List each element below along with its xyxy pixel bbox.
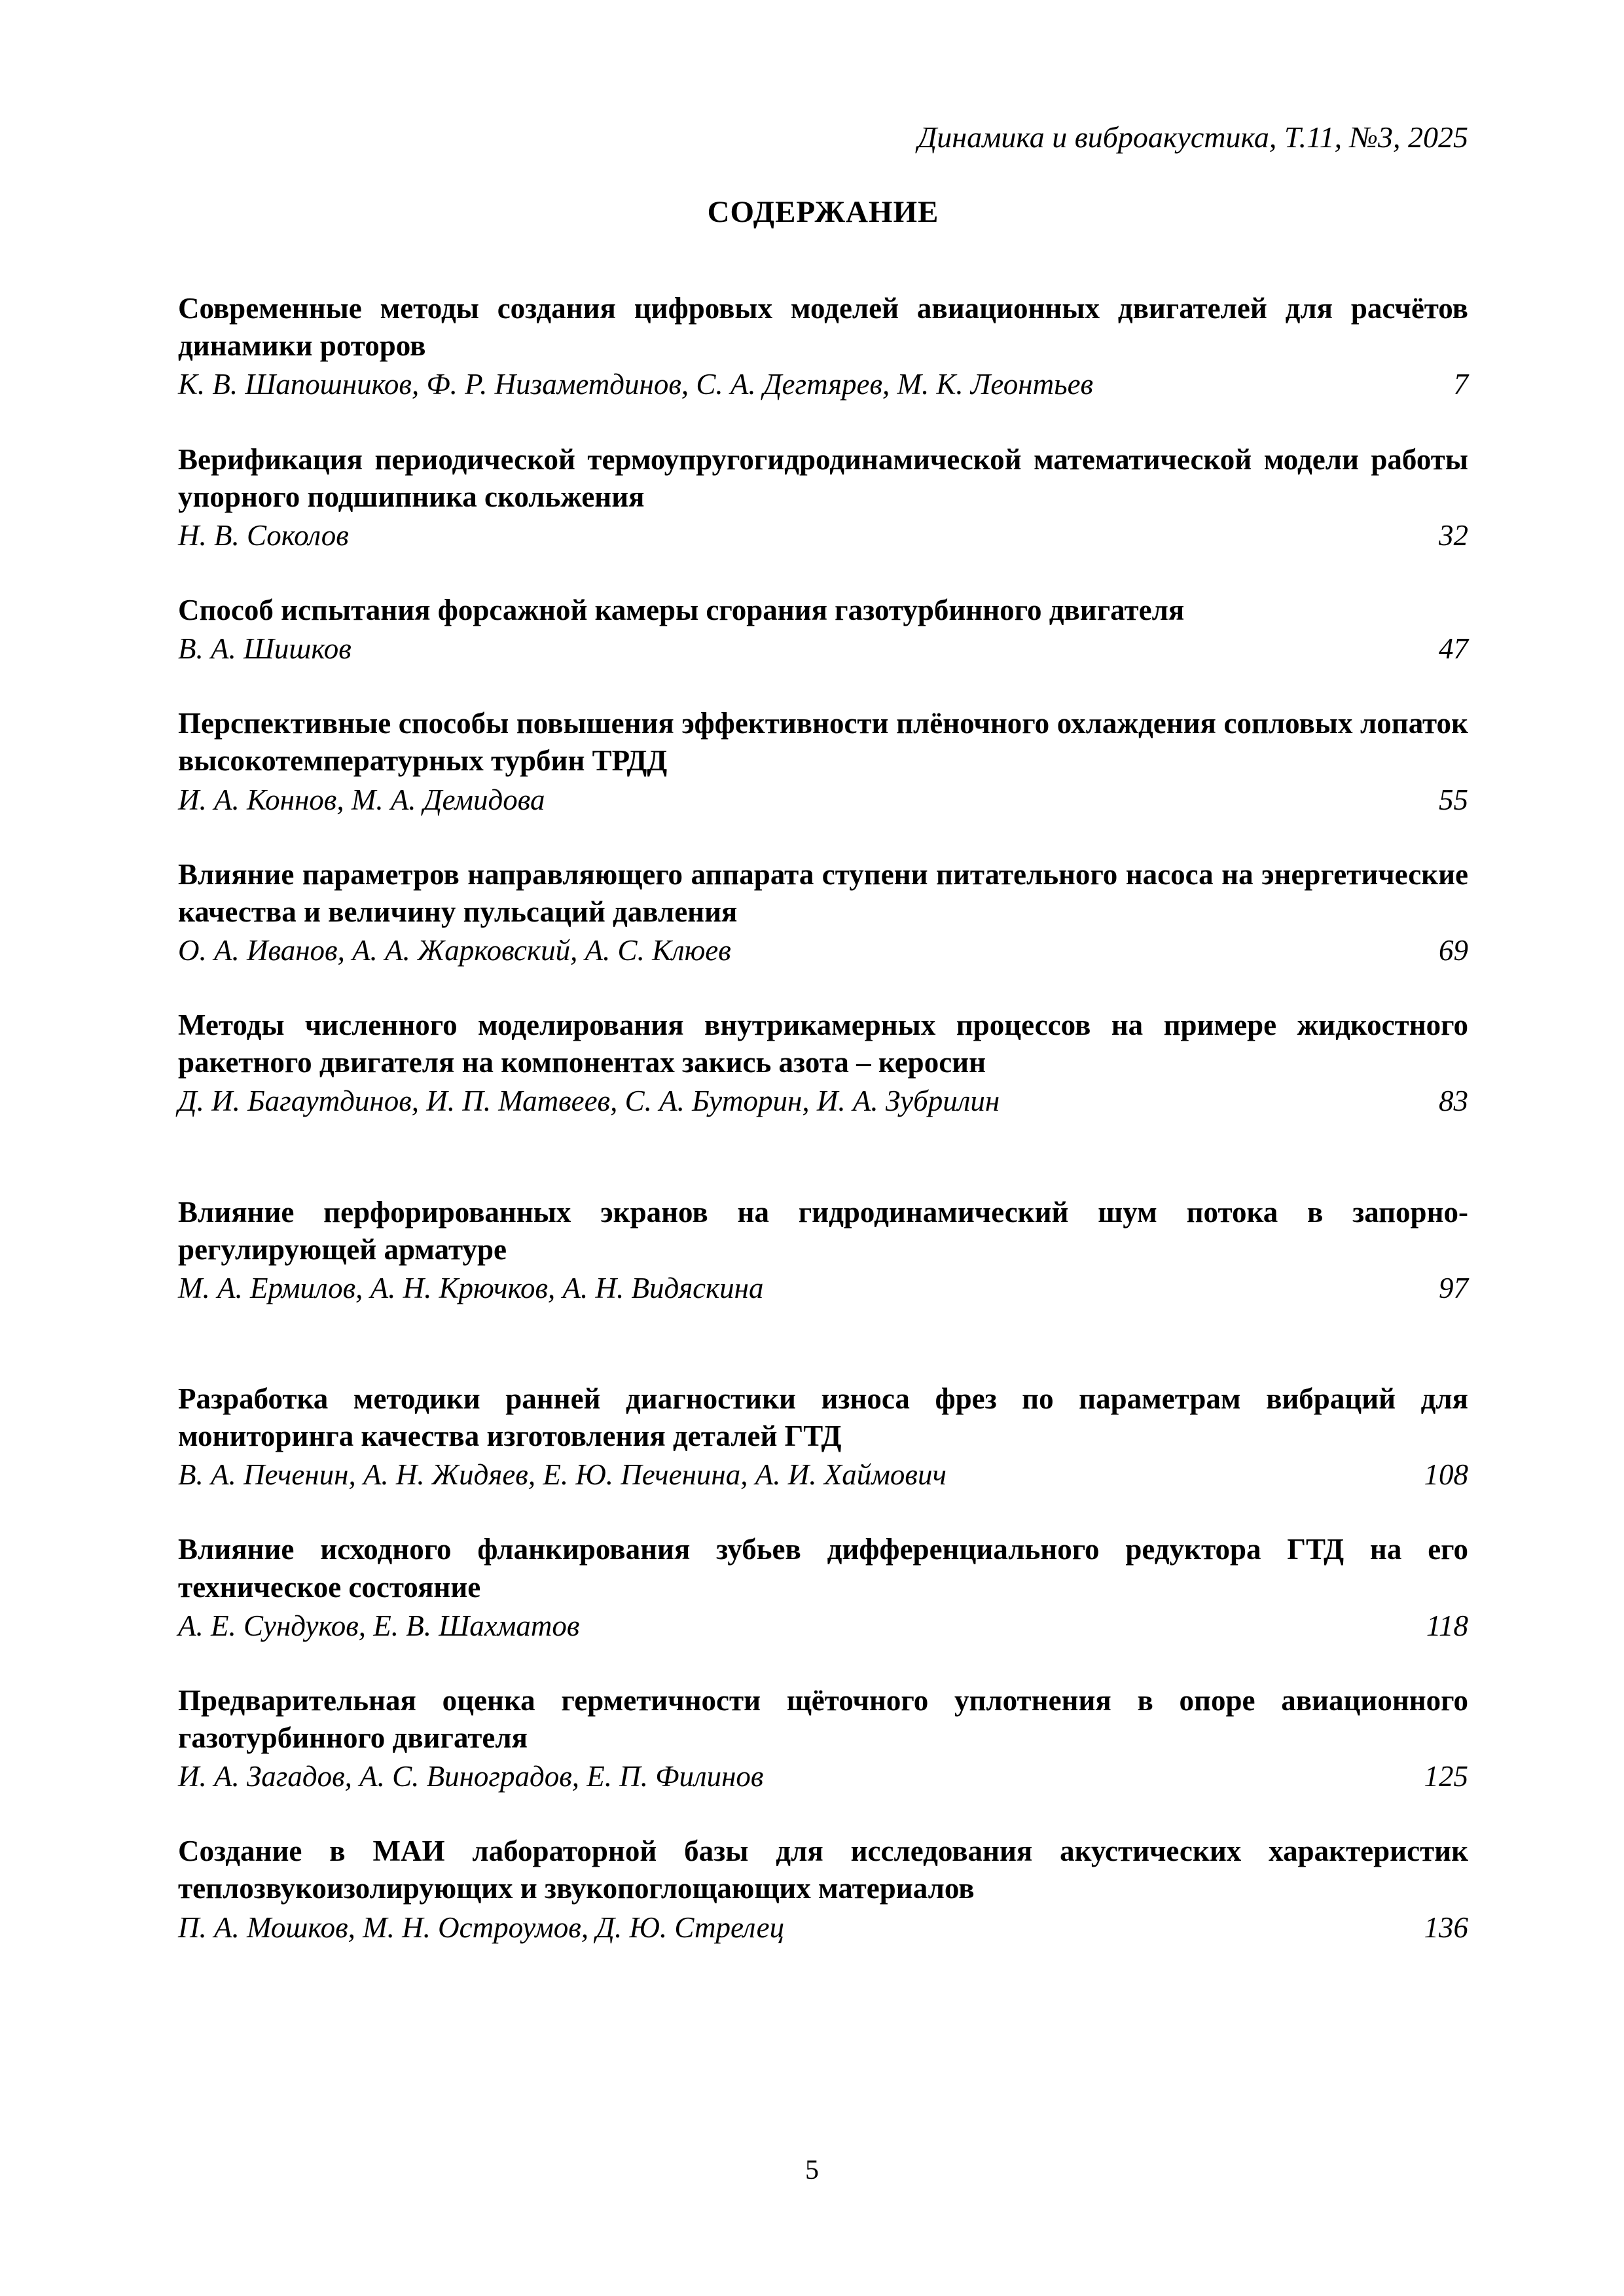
entry-meta xyxy=(178,1456,1468,1494)
entry-title: Верификация периодической термоупругогидродинамической математической модели работы упорного подшипника скольжения xyxy=(178,442,1468,513)
entry-page-number: 125 xyxy=(1424,1760,1468,1793)
entry-authors: П. А. Мошков, М. Н. Остроумов, Д. Ю. Стрелец xyxy=(178,1910,785,1944)
entry-page-number: 83 xyxy=(1439,1085,1468,1118)
entry-authors: В. А. Печенин, А. Н. Жидяев, Е. Ю. Печенина, А. И. Хаймович xyxy=(178,1458,947,1492)
entry-authors: И. А. Загадов, А. С. Виноградов, Е. П. Филинов xyxy=(178,1760,764,1793)
entry-page-number: 97 xyxy=(1439,1271,1468,1304)
entry-meta xyxy=(178,1607,1468,1645)
journal-header: Динамика и виброакустика, Т.11, №3, 2025 xyxy=(917,120,1468,154)
toc-entry xyxy=(178,1531,1468,1644)
entry-authors: К. В. Шапошников, Ф. Р. Низаметдинов, С. А. Дегтярев, М. К. Леонтьев xyxy=(178,368,1094,401)
entry-authors: М. А. Ермилов, А. Н. Крючков, А. Н. Видяскина xyxy=(178,1271,764,1304)
page-number-footer: 5 xyxy=(805,2155,819,2185)
entry-page-number: 32 xyxy=(1439,518,1468,552)
entry-page-number: 47 xyxy=(1439,632,1468,666)
entry-title: Влияние параметров направляющего аппарата ступени питательного насоса на энергетические качества и величину пульсаций давления xyxy=(178,857,1468,928)
toc-title: СОДЕРЖАНИЕ xyxy=(707,195,939,230)
toc-entry xyxy=(178,1682,1468,1795)
entry-page-number: 118 xyxy=(1426,1609,1468,1642)
entry-page-number: 55 xyxy=(1439,783,1468,816)
toc-entry xyxy=(178,705,1468,818)
entry-title: Способ испытания форсажной камеры сгорания газотурбинного двигателя xyxy=(178,594,1185,627)
entry-page-number: 136 xyxy=(1424,1910,1468,1944)
entry-title: Создание в МАИ лабораторной базы для исследования акустических характеристик теплозвукоизолирующих и звукопоглощающих материалов xyxy=(178,1835,1468,1905)
entry-authors: Н. В. Соколов xyxy=(178,518,349,552)
entry-page-number: 108 xyxy=(1424,1458,1468,1492)
entry-authors: О. А. Иванов, А. А. Жарковский, А. С. Клюев xyxy=(178,934,731,967)
entry-authors: И. А. Коннов, М. А. Демидова xyxy=(178,783,545,816)
entry-meta xyxy=(178,1909,1468,1946)
entry-title: Методы численного моделирования внутрикамерных процессов на примере жидкостного ракетного двигателя на компонентах закись азота – керосин xyxy=(178,1009,1468,1079)
entry-meta xyxy=(178,1083,1468,1120)
toc-entries xyxy=(178,290,1468,1946)
entry-title: Влияние перфорированных экранов на гидродинамический шум потока в запорно-регулирующей арматуре xyxy=(178,1195,1468,1266)
entry-meta xyxy=(178,517,1468,554)
entry-meta xyxy=(178,630,1468,668)
entry-meta xyxy=(178,1758,1468,1795)
entry-title: Разработка методики ранней диагностики износа фрез по параметрам вибраций для мониторинга качества изготовления деталей ГТД xyxy=(178,1382,1468,1453)
toc-entry xyxy=(178,1380,1468,1494)
page-content xyxy=(178,119,1468,1984)
toc-entry xyxy=(178,1833,1468,1946)
toc-entry xyxy=(178,1194,1468,1307)
entry-meta xyxy=(178,1270,1468,1307)
entry-meta xyxy=(178,366,1468,403)
entry-title: Перспективные способы повышения эффективности плёночного охлаждения сопловых лопаток высокотемпературных турбин ТРДД xyxy=(178,707,1468,778)
entry-meta xyxy=(178,932,1468,969)
entry-meta xyxy=(178,781,1468,819)
entry-title: Влияние исходного фланкирования зубьев дифференциального редуктора ГТД на его техническое состояние xyxy=(178,1533,1468,1604)
toc-entry xyxy=(178,290,1468,403)
entry-title: Современные методы создания цифровых моделей авиационных двигателей для расчётов динамики роторов xyxy=(178,292,1468,363)
toc-entry xyxy=(178,856,1468,969)
entry-page-number: 7 xyxy=(1453,368,1468,401)
entry-authors: Д. И. Багаутдинов, И. П. Матвеев, С. А. Буторин, И. А. Зубрилин xyxy=(178,1085,1000,1118)
toc-entry xyxy=(178,1007,1468,1120)
toc-entry xyxy=(178,592,1468,668)
entry-page-number: 69 xyxy=(1439,934,1468,967)
toc-entry xyxy=(178,441,1468,554)
entry-authors: В. А. Шишков xyxy=(178,632,352,666)
entry-authors: А. Е. Сундуков, Е. В. Шахматов xyxy=(178,1609,580,1642)
entry-title: Предварительная оценка герметичности щёточного уплотнения в опоре авиационного газотурбинного двигателя xyxy=(178,1683,1468,1754)
